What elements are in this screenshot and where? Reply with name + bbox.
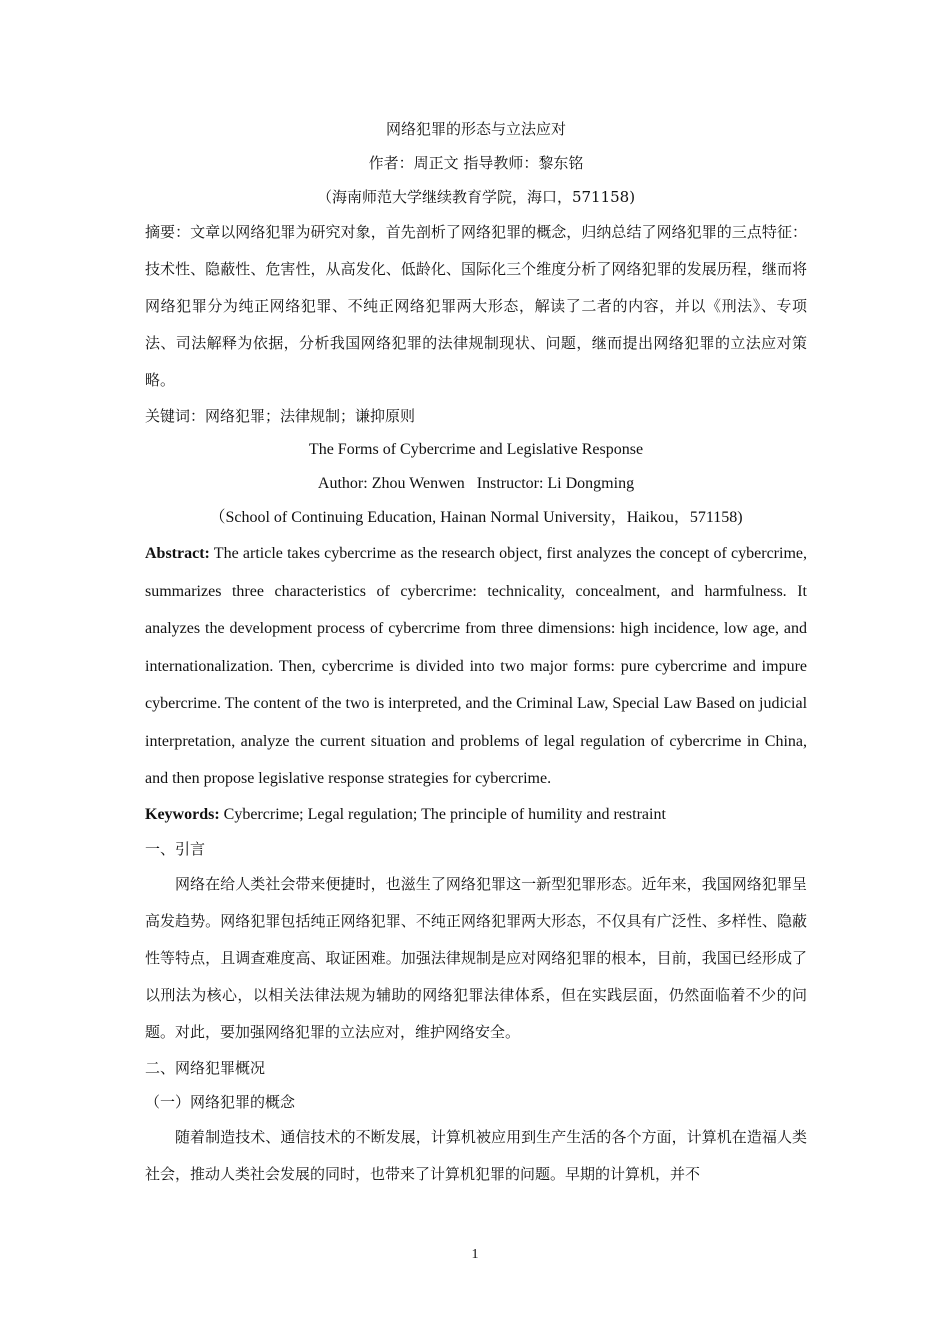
document-page <box>145 112 807 1193</box>
en-abstract-label: Abstract: <box>145 545 210 562</box>
cn-abstract: 摘要：文章以网络犯罪为研究对象，首先剖析了网络犯罪的概念，归纳总结了网络犯罪的三点特征：技术性、隐蔽性、危害性，从高发化、低龄化、国际化三个维度分析了网络犯罪的发展历程，继而将网络犯罪分为纯正网络犯罪、不纯正网络犯罪两大形态，解读了二者的内容，并以《刑法》、专项法、司法解释为依据，分析我国网络犯罪的法律规制现状、问题，继而提出网络犯罪的立法应对策略。 <box>145 223 807 389</box>
introduction-paragraph: 网络在给人类社会带来便捷时，也滋生了网络犯罪这一新型犯罪形态。近年来，我国网络犯罪呈高发趋势。网络犯罪包括纯正网络犯罪、不纯正网络犯罪两大形态，不仅具有广泛性、多样性、隐蔽性等特点，且调查难度高、取证困难。加强法律规制是应对网络犯罪的根本，目前，我国已经形成了以刑法为核心，以相关法律法规为辅助的网络犯罪法律体系，但在实践层面，仍然面临着不少的问题。对此，要加强网络犯罪的立法应对，维护网络安全。 <box>145 874 807 1041</box>
en-abstract-text: The article takes cybercrime as the research object, first analyzes the concept of cybercrime, summarizes three characteristics of cybercrime: technicality, concealment, and harmfulness. It analyzes the development process of cybercrime from three dimensions: high incidence, low age, and internationalization. Then, cybercrime is divided into two major forms: pure cybercrime and impure cybercrime. The content of the two is interpreted, and the Criminal Law, Special Law Based on judicial interpretation, analyze the current situation and problems of legal regulation of cybercrime in China, and then propose legislative response strategies for cybercrime. <box>145 545 808 787</box>
en-keywords-text: Cybercrime; Legal regulation; The principle of humility and restraint <box>219 805 666 823</box>
en-authors: Author: Zhou Wenwen Instructor: Li Dongming <box>317 475 635 492</box>
en-title: The Forms of Cybercrime and Legislative Response <box>308 441 644 458</box>
cn-affiliation: （海南师范大学继续教育学院，海口，571158) <box>316 188 636 206</box>
cn-authors: 作者：周正文 指导教师：黎东铭 <box>368 154 584 172</box>
subsection-heading-concept: （一）网络犯罪的概念 <box>145 1092 296 1111</box>
concept-paragraph: 随着制造技术、通信技术的不断发展，计算机被应用到生产生活的各个方面，计算机在造福人类社会，推动人类社会发展的同时，也带来了计算机犯罪的问题。早期的计算机，并不 <box>145 1127 807 1183</box>
cn-keywords: 关键词：网络犯罪；法律规制；谦抑原则 <box>145 407 416 425</box>
section-heading-introduction: 一、引言 <box>145 839 206 858</box>
en-affiliation: （School of Continuing Education, Hainan Normal University，Haikou，571158) <box>209 509 743 526</box>
en-abstract <box>145 535 807 798</box>
en-keywords-label: Keywords: <box>145 805 220 823</box>
en-keywords <box>145 798 807 832</box>
section-heading-overview: 二、网络犯罪概况 <box>145 1058 266 1077</box>
page-number: 1 <box>471 1247 479 1262</box>
cn-title: 网络犯罪的形态与立法应对 <box>385 120 566 138</box>
